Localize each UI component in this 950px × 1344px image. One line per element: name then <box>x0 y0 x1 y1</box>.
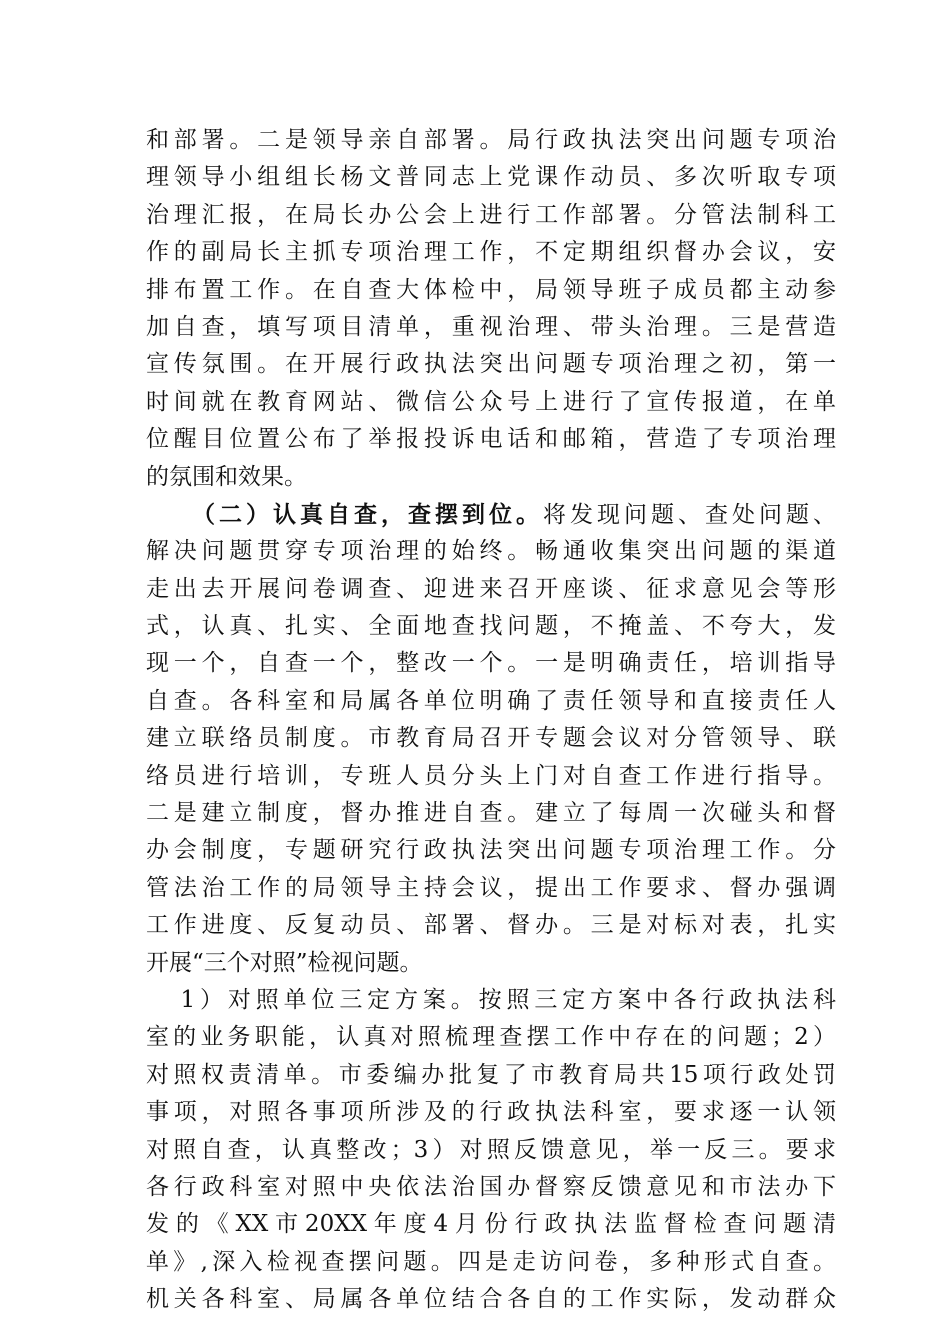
text-line <box>146 645 836 682</box>
line-text: 建立联络员制度。市教育局召开专题会议对分管领导、联 <box>146 725 836 752</box>
line-text: 各行政科室对照中央依法治国办督察反馈意见和市法办下 <box>146 1173 836 1200</box>
line-text: 机关各科室、局属各单位结合各自的工作实际，发动群众 <box>146 1286 836 1313</box>
line-text: 时间就在教育网站、微信公众号上进行了宣传报道，在单 <box>146 388 836 415</box>
line-text: 作的副局长主抓专项治理工作，不定期组织督办会议，安 <box>146 239 836 266</box>
line-text: 和部署。二是领导亲自部署。局行政执法突出问题专项治 <box>146 127 836 153</box>
text-line <box>146 1094 836 1131</box>
text-line <box>146 421 836 458</box>
line-text: 位醒目位置公布了举报投诉电话和邮箱，营造了专项治理 <box>146 426 836 453</box>
line-text: 管法治工作的局领导主持会议，提出工作要求、督办强调 <box>146 874 836 901</box>
line-text: 解决问题贯穿专项治理的始终。畅通收集突出问题的渠道 <box>146 538 836 565</box>
text-line <box>146 533 836 570</box>
line-text: 理领导小组组长杨文普同志上党课作动员、多次听取专项 <box>146 164 836 191</box>
text-line <box>146 1057 836 1094</box>
line-text: 对照权责清单。市委编办批复了市教育局共15项行政处罚 <box>146 1061 836 1088</box>
line-text: 室的业务职能，认真对照梳理查摆工作中存在的问题；2） <box>146 1024 836 1051</box>
text-line <box>146 159 836 196</box>
text-line <box>146 197 836 234</box>
text-line <box>146 683 836 720</box>
line-text: 1）对照单位三定方案。按照三定方案中各行政执法科 <box>180 986 836 1013</box>
text-line <box>146 870 836 907</box>
text-line <box>146 496 836 533</box>
line-text: 二是建立制度，督办推进自查。建立了每周一次碰头和督 <box>146 800 836 827</box>
text-line <box>146 608 836 645</box>
text-line <box>146 795 836 832</box>
body-text <box>146 122 836 1319</box>
text-line <box>146 832 836 869</box>
line-text: 单》,深入检视查摆问题。四是走访问卷，多种形式自查。 <box>146 1248 836 1275</box>
line-text: 络员进行培训，专班人员分头上门对自查工作进行指导。 <box>146 762 836 789</box>
text-line <box>146 982 836 1019</box>
line-text: 对照自查，认真整改；3）对照反馈意见，举一反三。要求 <box>146 1136 836 1163</box>
line-text: 排布置工作。在自查大体检中，局领导班子成员都主动参 <box>146 276 836 303</box>
text-line <box>146 346 836 383</box>
line-text: 宣传氛围。在开展行政执法突出问题专项治理之初，第一 <box>146 351 836 378</box>
text-line <box>146 272 836 309</box>
line-text: 现一个，自查一个，整改一个。一是明确责任，培训指导 <box>146 650 836 677</box>
line-text: 事项，对照各事项所涉及的行政执法科室，要求逐一认领 <box>146 1099 836 1126</box>
text-line <box>146 1132 836 1169</box>
text-line <box>146 1244 836 1281</box>
line-text: 工作进度、反复动员、部署、督办。三是对标对表，扎实 <box>146 912 836 939</box>
line-text: 式，认真、扎实、全面地查找问题，不掩盖、不夸大，发 <box>146 613 836 640</box>
line-text: 的氛围和效果。 <box>146 463 307 490</box>
line-text: 将发现问题、查处问题、 <box>543 501 836 528</box>
section-heading: （二）认真自查，查摆到位。 <box>192 500 543 528</box>
text-line <box>146 945 836 982</box>
line-text: 自查。各科室和局属各单位明确了责任领导和直接责任人 <box>146 687 836 714</box>
text-line <box>146 907 836 944</box>
text-line <box>146 1206 836 1243</box>
line-text: 办会制度，专题研究行政执法突出问题专项治理工作。分 <box>146 837 836 864</box>
text-line <box>146 122 836 159</box>
text-line <box>146 384 836 421</box>
line-text: 发的《XX市20XX年度4月份行政执法监督检查问题清 <box>146 1211 836 1238</box>
text-line <box>146 1169 836 1206</box>
line-text: 走出去开展问卷调查、迎进来召开座谈、征求意见会等形 <box>146 575 836 602</box>
line-text: 开展“三个对照”检视问题。 <box>146 949 423 976</box>
text-line <box>146 309 836 346</box>
line-text: 加自查，填写项目清单，重视治理、带头治理。三是营造 <box>146 313 836 340</box>
text-line <box>146 571 836 608</box>
text-line <box>146 459 836 496</box>
text-line <box>146 234 836 271</box>
text-line <box>146 1281 836 1318</box>
text-line <box>146 758 836 795</box>
line-text: 治理汇报，在局长办公会上进行工作部署。分管法制科工 <box>146 201 836 228</box>
text-line <box>146 720 836 757</box>
text-line <box>146 1019 836 1056</box>
